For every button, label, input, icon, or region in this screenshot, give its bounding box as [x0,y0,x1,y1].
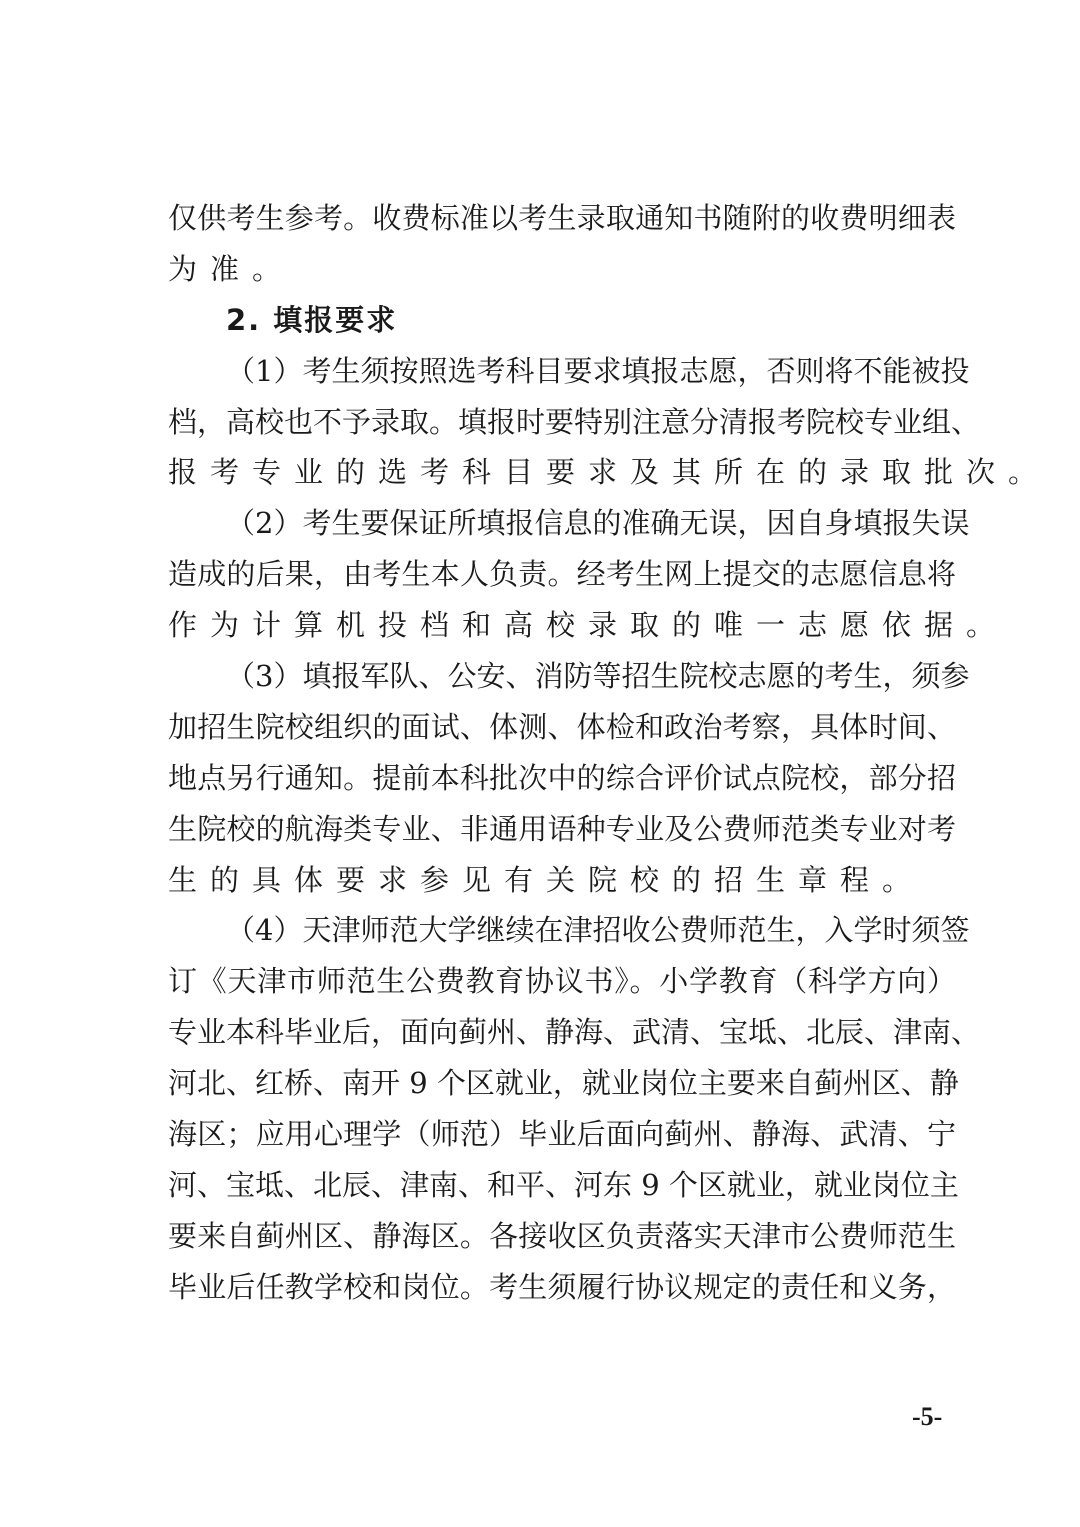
text-line: 加招生院校组织的面试、体测、体检和政治考察，具体时间、 [168,709,956,744]
text-line: （2）考生要保证所填报信息的准确无误，因自身填报失误 [226,506,970,541]
text-line: 造成的后果，由考生本人负责。经考生网上提交的志愿信息将 [168,557,956,592]
text-line: 毕业后任教学校和岗位。考生须履行协议规定的责任和义务， [168,1269,956,1304]
text-line: 生院校的航海类专业、非通用语种专业及公费师范类专业对考 [168,811,956,846]
text-line: （3）填报军队、公安、消防等招生院校志愿的考生，须参 [226,659,970,694]
text-line: 专业本科毕业后，面向蓟州、静海、武清、宝坻、北辰、津南、 [168,1015,981,1050]
text-line: 海区；应用心理学（师范）毕业后面向蓟州、静海、武清、宁 [168,1117,956,1152]
text-line: 作为计算机投档和高校录取的唯一志愿依据。 [168,608,1009,643]
text-line: 档，高校也不予录取。填报时要特别注意分清报考院校专业组、 [168,404,981,439]
text-line: 河、宝坻、北辰、津南、和平、河东 9 个区就业，就业岗位主 [168,1167,959,1202]
text-line: 仅供考生参考。收费标准以考生录取通知书随附的收费明细表 [168,201,956,235]
page-number: -5- [912,1402,943,1431]
text-line: 为准。 [168,251,295,286]
document-body [168,193,1051,1313]
text-line: 报考专业的选考科目要求及其所在的录取批次。 [168,455,1051,490]
text-line: 要来自蓟州区、静海区。各接收区负责落实天津市公费师范生 [168,1218,956,1253]
text-line: （1）考生须按照选考科目要求填报志愿，否则将不能被投 [226,353,970,388]
text-line: 订《天津市师范生公费教育协议书》。小学教育（科学方向） [168,964,956,999]
text-line: 河北、红桥、南开 9 个区就业，就业岗位主要来自蓟州区、静 [168,1066,959,1101]
text-line: 生的具体要求参见有关院校的招生章程。 [168,862,925,897]
text-line: 地点另行通知。提前本科批次中的综合评价试点院校，部分招 [168,760,956,795]
section-heading: 2. 填报要求 [226,302,398,337]
text-line: （4）天津师范大学继续在津招收公费师范生，入学时须签 [226,913,970,948]
